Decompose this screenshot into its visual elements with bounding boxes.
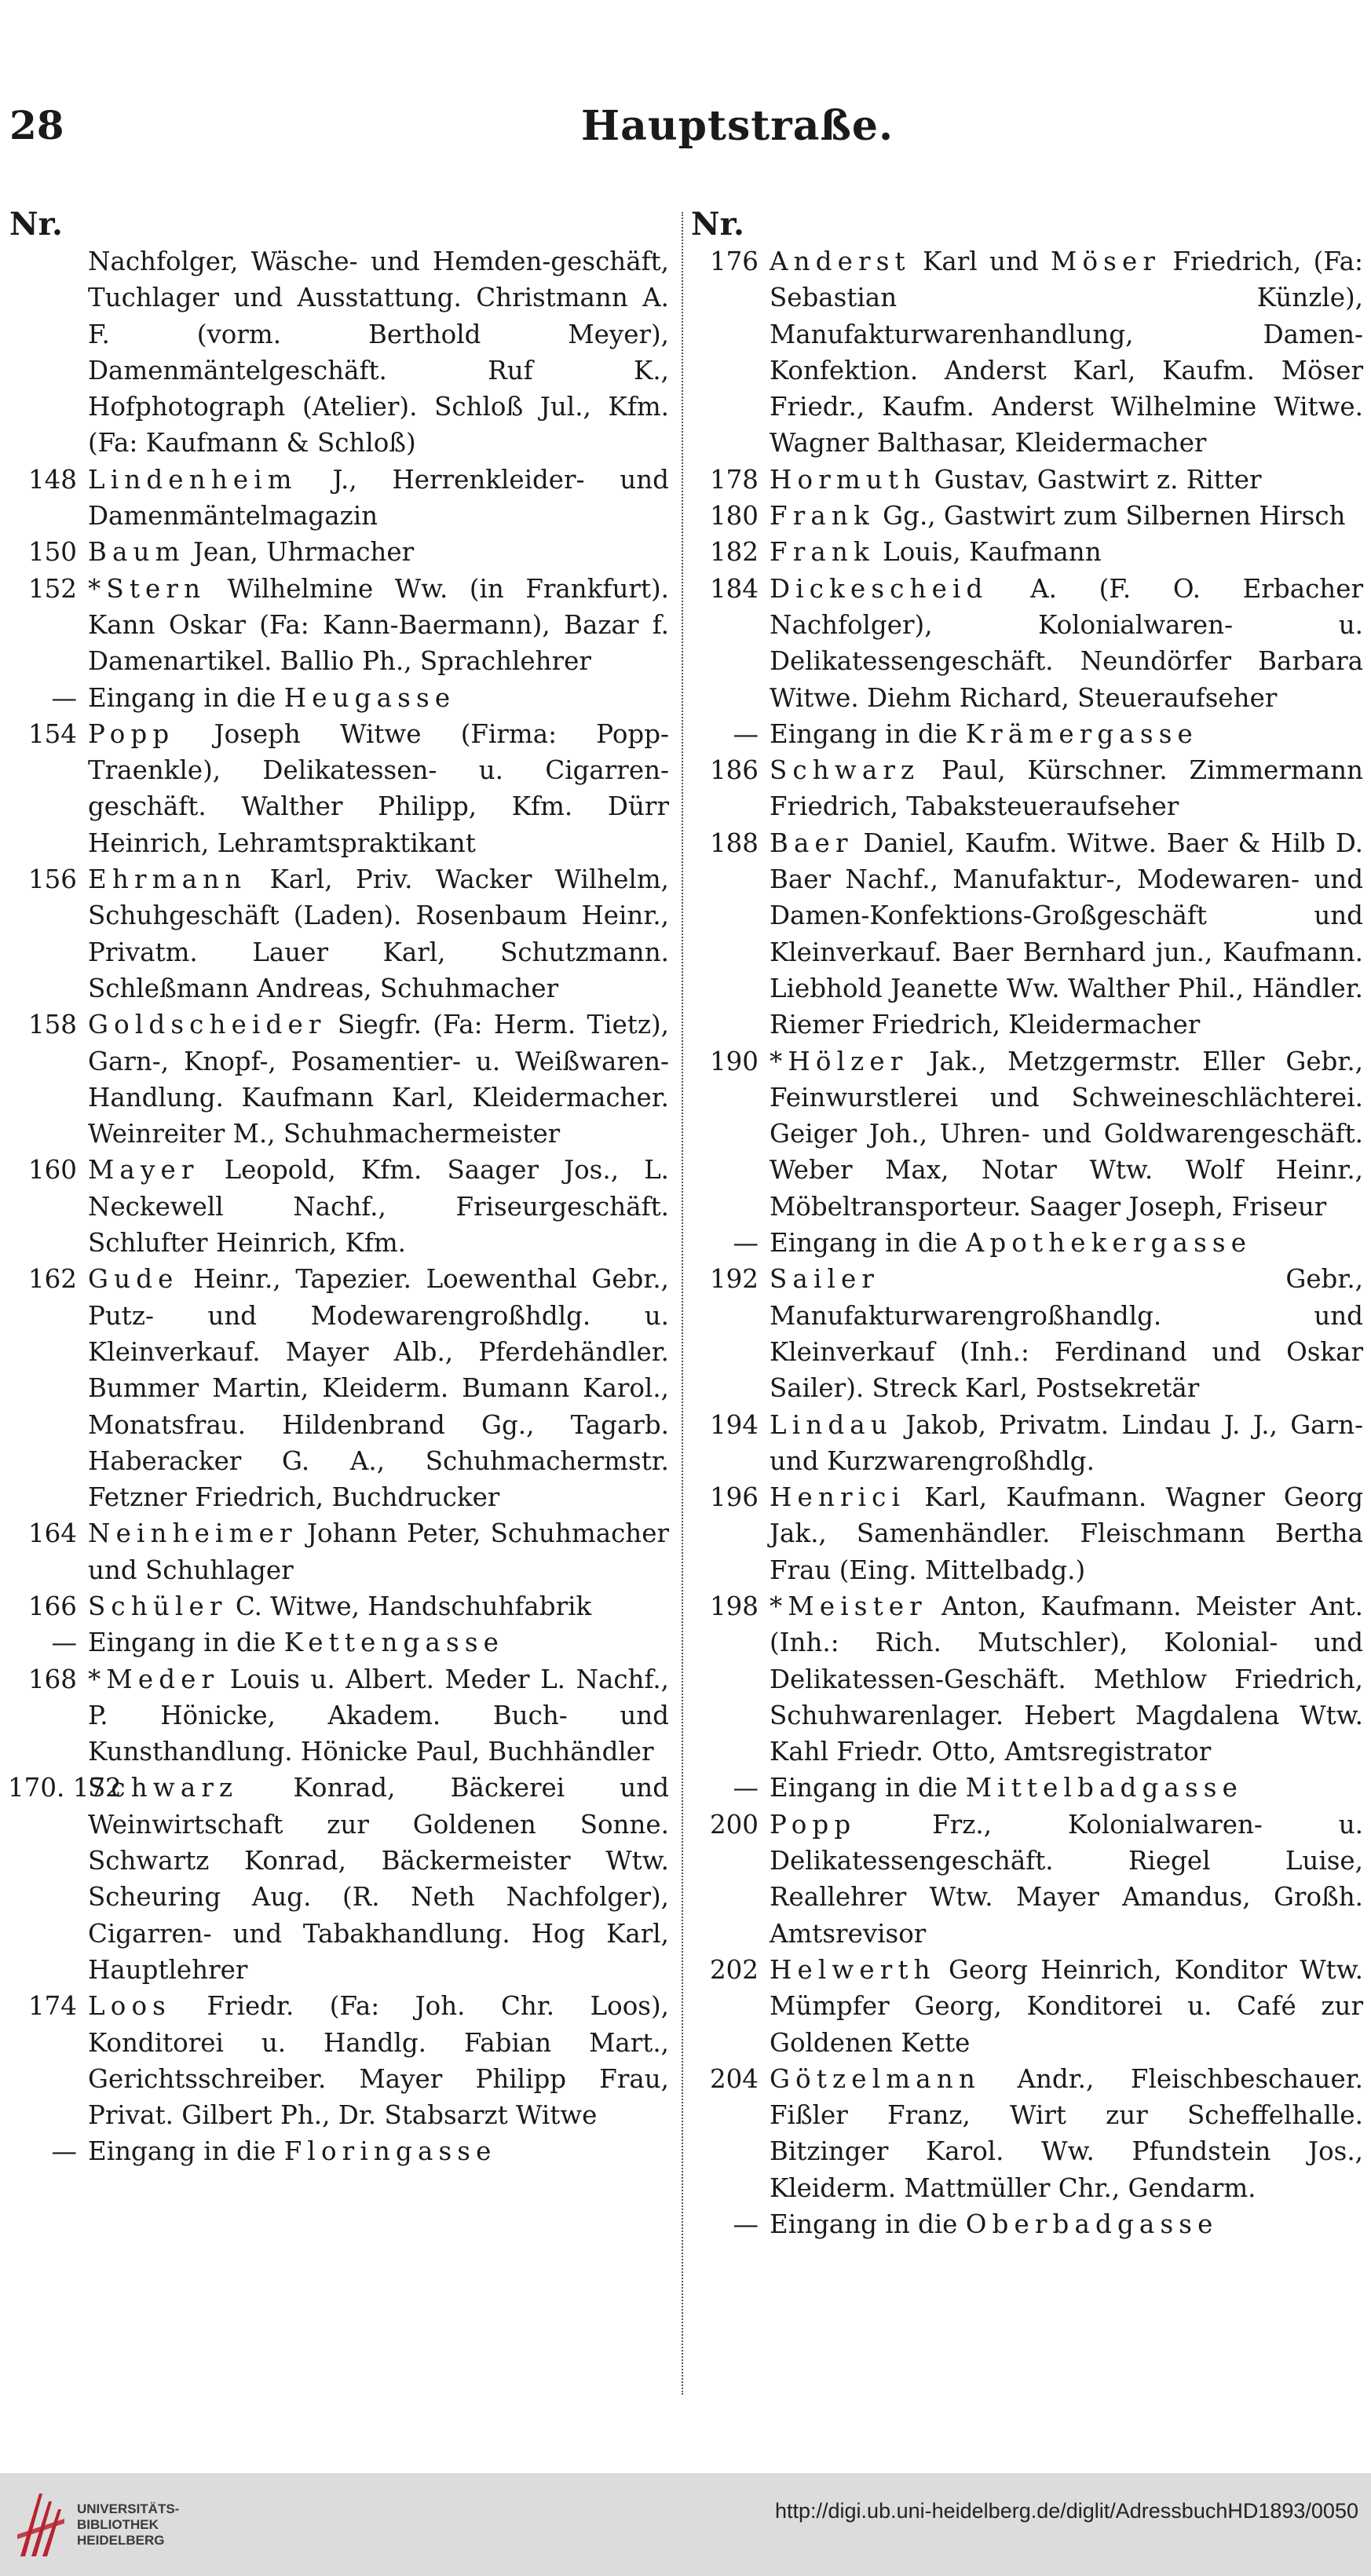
directory-entry (689, 1952, 1363, 2061)
library-name-line2: BIBLIOTHEK (77, 2517, 159, 2532)
entry-detail: Gebr., Manufakturwarengroßhandlg. und Kleinverkauf (Inh.: Ferdinand und Oskar Sailer). Streck Karl, Postsekretär (770, 1264, 1363, 1404)
house-number: 164 (27, 1518, 77, 1549)
entry-detail: Eingang in die (88, 1628, 284, 1658)
resident-name: Möser (1051, 247, 1161, 276)
entry-detail: Gustav, Gastwirt z. Ritter (926, 464, 1262, 495)
entry-detail: Eingang in die (88, 2136, 284, 2167)
house-number: 156 (27, 864, 77, 895)
resident-name: Schwarz (770, 755, 920, 786)
page-title: Hauptstraße. (581, 102, 894, 150)
entry-detail: Eingang in die (88, 682, 284, 713)
directory-entry (689, 825, 1363, 1043)
library-name-line3: HEIDELBERG (77, 2533, 165, 2548)
house-number: 182 (709, 537, 759, 568)
street-name: Floringasse (283, 2136, 497, 2167)
directory-entry (689, 716, 1363, 752)
entry-detail: Georg Heinrich, Konditor Wtw. Mümpfer Georg, Konditorei u. Café zur Goldenen Kette (770, 1954, 1363, 2058)
entry-text (88, 1988, 669, 2133)
directory-entry (8, 1770, 669, 1988)
entry-detail: Gg., Gastwirt zum Silbernen Hirsch (874, 501, 1346, 532)
directory-entry (8, 1661, 669, 1770)
resident-name: Anderst (770, 247, 911, 276)
resident-name: Popp (88, 718, 175, 749)
directory-entry (8, 861, 669, 1007)
house-number: 180 (709, 501, 759, 532)
directory-entry (8, 1988, 669, 2133)
directory-entry (8, 2133, 669, 2169)
entry-text (770, 716, 1363, 752)
entry-detail: Heinr., Tapezier. Loewenthal Gebr., Putz- und Modewarengroßhdlg. u. Kleinverkauf. Mayer Alb., Pferdehändler. Bummer Martin, Kleiderm. Bumann Karol., Monatsfrau. Hildenbrand Gg., Tagarb. Haberacker G. A., Schuhmachermstr. Fetzner Friedrich, Buchdrucker (88, 1264, 669, 1513)
resident-name: *Meister (770, 1591, 927, 1621)
entry-detail: Joseph Witwe (Firma: Popp-Traenkle), Delikatessen- u. Cigarren-geschäft. Walther Philipp, Kfm. Dürr Heinrich, Lehramtspraktikant (88, 718, 669, 858)
column-divider (682, 212, 683, 2395)
street-name: Heugasse (283, 682, 456, 713)
entry-text (770, 243, 1363, 462)
house-number: 166 (27, 1591, 77, 1621)
house-number: 162 (27, 1264, 77, 1295)
resident-name: Hormuth (770, 464, 927, 495)
left-column (8, 206, 669, 2170)
house-number: 202 (709, 1954, 759, 1985)
directory-entry (689, 752, 1363, 825)
directory-entry (689, 1479, 1363, 1588)
entry-detail: Jak., Metzgermstr. Eller Gebr., Feinwurstlerei und Schweineschlächterei. Geiger Joh., Uhren- und Goldwarengeschäft. Weber Max, Notar Wtw. Wolf Heinr., Möbeltransporteur. Saager Joseph, Friseur (770, 1046, 1363, 1222)
entry-text (88, 534, 669, 570)
directory-entry (689, 498, 1363, 534)
entry-text (770, 1407, 1363, 1480)
entry-text (770, 1479, 1363, 1588)
house-number: 192 (709, 1264, 759, 1295)
entry-detail: Konrad, Bäckerei und Weinwirtschaft zur Goldenen Sonne. Schwartz Konrad, Bäckermeister Wtw. Scheuring Aug. (R. Neth Nachfolger), Cigarren- und Tabakhandlung. Hog Karl, Hauptlehrer (88, 1773, 669, 1985)
street-name: Kettengasse (283, 1628, 505, 1658)
house-number: — (733, 1228, 759, 1259)
resident-name: Schüler (88, 1591, 228, 1621)
entry-detail: Karl, Priv. Wacker Wilhelm, Schuhgeschäft (Laden). Rosenbaum Heinr., Privatm. Lauer Karl, Schutzmann. Schleßmann Andreas, Schuhmacher (88, 864, 669, 1003)
directory-entry (8, 680, 669, 716)
resident-name: *Hölzer (770, 1046, 909, 1076)
directory-entry (689, 1407, 1363, 1480)
resident-name: Neinheimer (88, 1518, 298, 1549)
page-header (0, 102, 1371, 165)
directory-entry (8, 1624, 669, 1661)
entry-text (770, 1770, 1363, 1806)
entry-detail: A. (F. O. Erbacher Nachfolger), Kolonialwaren- u. Delikatessengeschäft. Neundörfer Barbara Witwe. Diehm Richard, Steueraufseher (770, 573, 1363, 713)
directory-entry (8, 462, 669, 535)
street-name: Apothekergasse (965, 1228, 1252, 1259)
resident-name: Dickescheid (770, 573, 989, 604)
house-number: 174 (27, 1991, 77, 2022)
house-number: 154 (27, 718, 77, 749)
entry-text (770, 571, 1363, 716)
resident-name: Ehrmann (88, 864, 247, 895)
resident-name: *Meder (88, 1664, 220, 1694)
entry-text (88, 1661, 669, 1770)
entry-detail: Eingang in die (770, 1228, 966, 1259)
library-name (77, 2501, 179, 2549)
directory-entry (689, 571, 1363, 716)
source-url-link[interactable]: http://digi.ub.uni-heidelberg.de/diglit/AdressbuchHD1893/0050 (774, 2499, 1358, 2523)
directory-entry (689, 2206, 1363, 2242)
house-number: 196 (709, 1482, 759, 1513)
entry-text (770, 534, 1363, 570)
right-column-heading: Nr. (691, 206, 744, 243)
entry-text (88, 1770, 669, 1988)
entry-detail: Frz., Kolonialwaren- u. Delikatessengeschäft. Riegel Luise, Reallehrer Wtw. Mayer Amandus, Großh. Amtsrevisor (770, 1809, 1363, 1949)
directory-entry (689, 1807, 1363, 1952)
house-number: 148 (27, 464, 77, 495)
resident-name: Frank (770, 501, 875, 532)
resident-name: Baer (770, 828, 854, 858)
house-number: 194 (709, 1409, 759, 1440)
house-number: 178 (709, 464, 759, 495)
entry-detail: Jakob, Privatm. Lindau J. J., Garn- und Kurzwarengroßhdlg. (770, 1409, 1363, 1476)
house-number: 152 (27, 573, 77, 604)
entry-text (770, 1952, 1363, 2061)
entry-detail: J., Herrenkleider- und Damenmäntelmagazin (88, 464, 669, 532)
entry-text (770, 1225, 1363, 1261)
directory-entry (8, 571, 669, 680)
entry-detail: Johann Peter, Schuhmacher und Schuhlager (88, 1518, 669, 1585)
entry-text (88, 462, 669, 535)
resident-name: Loos (88, 1991, 171, 2022)
resident-name: Lindenheim (88, 464, 298, 495)
house-number: 188 (709, 828, 759, 858)
entry-detail: Louis u. Albert. Meder L. Nachf., P. Hönicke, Akadem. Buch- und Kunsthandlung. Hönicke Paul, Buchhändler (88, 1664, 669, 1767)
directory-entry (689, 1588, 1363, 1770)
right-entries (689, 243, 1363, 2242)
house-number: 170. 172 (8, 1773, 122, 1803)
entry-detail: Siegfr. (Fa: Herm. Tietz), Garn-, Knopf-, Posamentier- u. Weißwaren-Handlung. Kaufmann Karl, Kleidermacher. Weinreiter M., Schuhmachermeister (88, 1010, 669, 1149)
entry-detail: C. Witwe, Handschuhfabrik (227, 1591, 592, 1621)
entry-text (88, 716, 669, 861)
house-number: — (733, 1773, 759, 1803)
house-number: — (51, 682, 77, 713)
entry-text (88, 1515, 669, 1588)
entry-detail: Jean, Uhrmacher (185, 537, 415, 568)
directory-entry (8, 1261, 669, 1515)
resident-name: Frank (770, 537, 875, 568)
entry-detail: Eingang in die (770, 718, 966, 749)
entry-detail: Leopold, Kfm. Saager Jos., L. Neckewell Nachf., Friseurgeschäft. Schlufter Heinrich, Kfm. (88, 1155, 669, 1259)
entry-text (88, 1152, 669, 1261)
house-number: 158 (27, 1010, 77, 1040)
university-library-logo-icon (16, 2487, 66, 2560)
directory-entry (8, 1515, 669, 1588)
entry-text (88, 680, 669, 716)
directory-entry (689, 1261, 1363, 1406)
directory-entry (8, 716, 669, 861)
entry-text (88, 1261, 669, 1515)
entry-text (770, 752, 1363, 825)
directory-entry (689, 462, 1363, 498)
resident-name: Henrici (770, 1482, 906, 1513)
house-number: — (51, 2136, 77, 2167)
entry-text (88, 571, 669, 680)
directory-entry (8, 534, 669, 570)
resident-name: Popp (770, 1809, 857, 1840)
footer-bar (0, 2473, 1371, 2576)
entry-detail: Karl und (910, 247, 1051, 276)
left-entries (8, 243, 669, 2170)
entry-detail: Wilhelmine Ww. (in Frankfurt). Kann Oskar (Fa: Kann-Baermann), Bazar f. Damenartikel. Ballio Ph., Sprachlehrer (88, 573, 669, 677)
house-number: 186 (709, 755, 759, 786)
entry-text (770, 2061, 1363, 2206)
directory-entry (8, 1588, 669, 1624)
house-number: 190 (709, 1046, 759, 1076)
entry-text (770, 1807, 1363, 1952)
entry-text (770, 1043, 1363, 1225)
entry-text (88, 1588, 669, 1624)
left-column-heading: Nr. (9, 206, 63, 243)
right-column (689, 206, 1363, 2242)
entry-text (770, 1261, 1363, 1406)
entry-detail: Eingang in die (770, 2209, 966, 2240)
entry-text (770, 1588, 1363, 1770)
house-number: 168 (27, 1664, 77, 1694)
entry-detail: Friedrich, (Fa: Sebastian Künzle), Manufakturwarenhandlung, Damen-Konfektion. Anderst Karl, Kaufm. Möser Friedr., Kaufm. Anderst Wilhelmine Witwe. Wagner Balthasar, Kleidermacher (770, 247, 1363, 459)
entry-text (88, 1007, 669, 1152)
directory-entry (689, 534, 1363, 570)
resident-name: Schwarz (88, 1773, 239, 1803)
resident-name: Lindau (770, 1409, 893, 1440)
entry-detail: Friedr. (Fa: Joh. Chr. Loos), Konditorei u. Handlg. Fabian Mart., Gerichtsschreiber. Mayer Philipp Frau, Privat. Gilbert Ph., Dr. Stabsarzt Witwe (88, 1991, 669, 2131)
house-number: — (733, 718, 759, 749)
house-number: 176 (709, 247, 759, 276)
directory-entry (689, 1043, 1363, 1225)
street-name: Oberbadgasse (965, 2209, 1219, 2240)
street-name: Krämergasse (965, 718, 1198, 749)
entry-detail: Paul, Kürschner. Zimmermann Friedrich, Tabaksteueraufseher (770, 755, 1363, 822)
house-number: 150 (27, 537, 77, 568)
resident-name: Gude (88, 1264, 179, 1295)
entry-text (88, 1624, 669, 1661)
resident-name: Sailer (770, 1264, 880, 1295)
house-number: 184 (709, 573, 759, 604)
library-name-line1: UNIVERSITÄTS- (77, 2501, 180, 2516)
entry-text (88, 2133, 669, 2169)
directory-entry (689, 1770, 1363, 1806)
entry-text (770, 825, 1363, 1043)
house-number: 160 (27, 1155, 77, 1186)
entry-detail: Louis, Kaufmann (874, 537, 1102, 568)
resident-name: Götzelmann (770, 2063, 981, 2094)
entry-detail: Eingang in die (770, 1773, 966, 1803)
resident-name: Baum (88, 537, 185, 568)
house-number: — (51, 1628, 77, 1658)
house-number: — (733, 2209, 759, 2240)
page-number: 28 (9, 102, 64, 148)
entry-text (88, 861, 669, 1007)
directory-entry (8, 1152, 669, 1261)
resident-name: *Stern (88, 573, 207, 604)
directory-entry (689, 1225, 1363, 1261)
directory-entry (8, 243, 669, 462)
house-number: 200 (709, 1809, 759, 1840)
directory-entry (689, 2061, 1363, 2206)
entry-text (770, 498, 1363, 534)
house-number: 204 (709, 2063, 759, 2094)
entry-text (770, 2206, 1363, 2242)
entry-text (88, 243, 669, 462)
entry-text (770, 462, 1363, 498)
directory-entry (8, 1007, 669, 1152)
entry-detail: Nachfolger, Wäsche- und Hemden-geschäft, Tuchlager und Ausstattung. Christmann A. F. (vorm. Berthold Meyer), Damenmäntelgeschäft. Ruf K., Hofphotograph (Atelier). Schloß Jul., Kfm. (Fa: Kaufmann & Schloß) (88, 247, 669, 459)
entry-detail: Andr., Fleischbeschauer. Fißler Franz, Wirt zur Scheffelhalle. Bitzinger Karol. Ww. Pfundstein Jos., Kleiderm. Mattmüller Chr., Gendarm. (770, 2063, 1363, 2203)
house-number: 198 (709, 1591, 759, 1621)
entry-detail: Daniel, Kaufm. Witwe. Baer & Hilb D. Baer Nachf., Manufaktur-, Modewaren- und Damen-Konfektions-Großgeschäft und Kleinverkauf. Baer Bernhard jun., Kaufmann. Liebhold Jeanette Ww. Walther Phil., Händler. Riemer Friedrich, Kleidermacher (770, 828, 1363, 1040)
resident-name: Goldscheider (88, 1010, 327, 1040)
entry-detail: Anton, Kaufmann. Meister Ant. (Inh.: Rich. Mutschler), Kolonial- und Delikatessen-Geschäft. Methlow Friedrich, Schuhwarenlager. Hebert Magdalena Wtw. Kahl Friedr. Otto, Amtsregistrator (770, 1591, 1363, 1767)
resident-name: Mayer (88, 1155, 199, 1186)
resident-name: Helwerth (770, 1954, 936, 1985)
directory-entry (689, 243, 1363, 462)
street-name: Mittelbadgasse (965, 1773, 1243, 1803)
entry-detail: Karl, Kaufmann. Wagner Georg Jak., Samenhändler. Fleischmann Bertha Frau (Eing. Mittelbadg.) (770, 1482, 1363, 1585)
